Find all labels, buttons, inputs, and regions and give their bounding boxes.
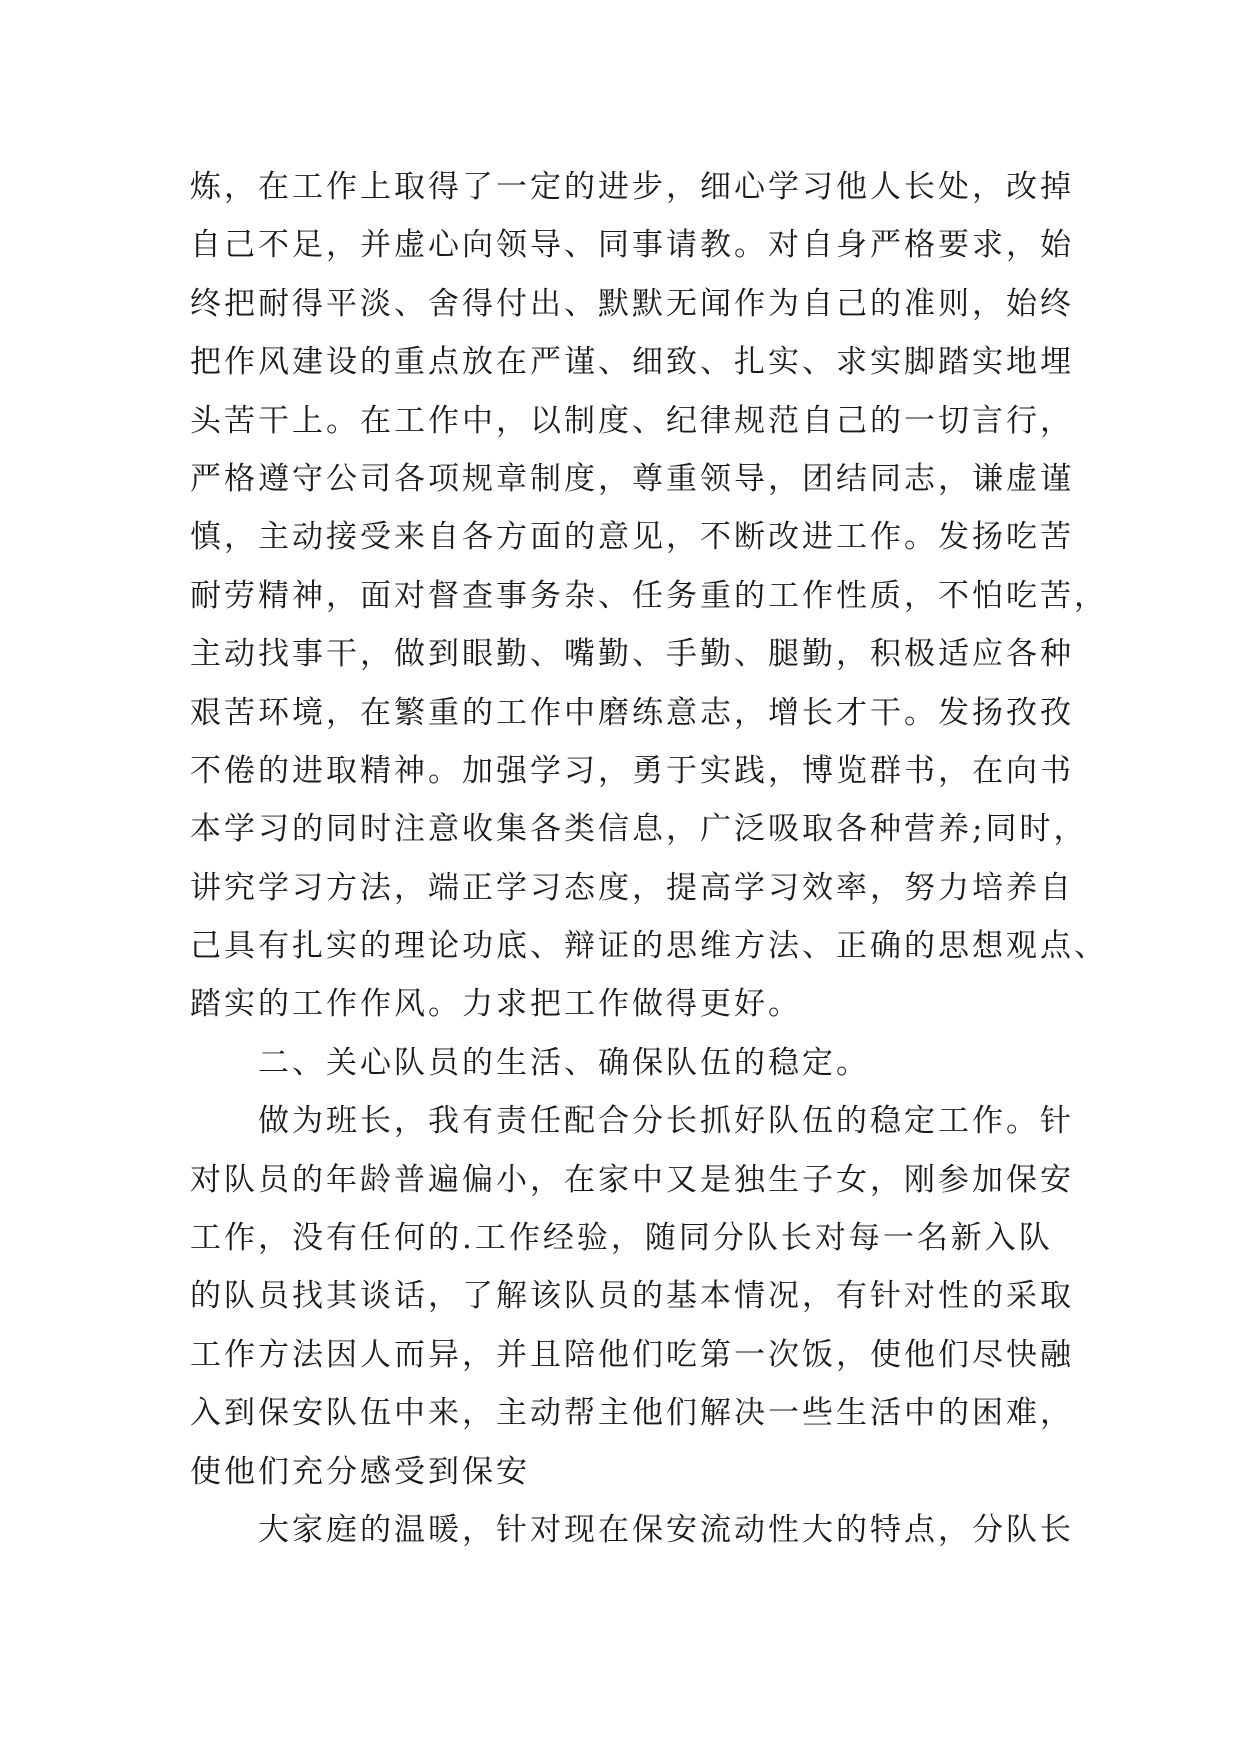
body-line: 自己不足，并虚心向领导、同事请教。对自身严格要求，始: [190, 227, 1074, 264]
body-line: 不倦的进取精神。加强学习，勇于实践，博览群书，在向书: [190, 752, 1074, 789]
body-line: 踏实的工作作风。力求把工作做得更好。: [190, 986, 802, 1023]
body-line: 终把耐得平淡、舍得付出、默默无闻作为自己的准则，始终: [190, 285, 1074, 322]
body-line: 的队员找其谈话，了解该队员的基本情况，有针对性的采取: [190, 1278, 1074, 1315]
body-line: 严格遵守公司各项规章制度，尊重领导，团结同志，谦虚谨: [190, 460, 1074, 497]
body-line: 入到保安队伍中来，主动帮主他们解决一些生活中的困难，: [190, 1395, 1074, 1432]
body-line: 主动找事干，做到眼勤、嘴勤、手勤、腿勤，积极适应各种: [190, 636, 1074, 673]
body-line: 慎，主动接受来自各方面的意见，不断改进工作。发扬吃苦: [190, 519, 1074, 556]
body-line: 耐劳精神，面对督查事务杂、任务重的工作性质，不怕吃苦，: [190, 577, 1108, 614]
body-line: 把作风建设的重点放在严谨、细致、扎实、求实脚踏实地埋: [190, 344, 1074, 381]
body-line: 大家庭的温暖，针对现在保安流动性大的特点，分队长: [258, 1511, 1074, 1548]
body-line: 讲究学习方法，端正学习态度，提高学习效率，努力培养自: [190, 869, 1074, 906]
body-line: 对队员的年龄普遍偏小，在家中又是独生子女，刚参加保安: [190, 1161, 1074, 1198]
body-line: 做为班长，我有责任配合分长抓好队伍的稳定工作。针: [258, 1103, 1074, 1140]
document-body: [190, 158, 1108, 1559]
body-line: 头苦干上。在工作中，以制度、纪律规范自己的一切言行，: [190, 402, 1074, 439]
body-line: 本学习的同时注意收集各类信息，广泛吸取各种营养;同时，: [190, 811, 1088, 848]
body-line: 工作，没有任何的.工作经验，随同分队长对每一名新入队: [190, 1220, 1053, 1257]
body-line: 使他们充分感受到保安: [190, 1453, 530, 1490]
section-heading: 二、关心队员的生活、确保队伍的稳定。: [258, 1044, 870, 1081]
body-line: 工作方法因人而异，并且陪他们吃第一次饭，使他们尽快融: [190, 1336, 1074, 1373]
body-line: 炼，在工作上取得了一定的进步，细心学习他人长处，改掉: [190, 169, 1074, 205]
body-line: 己具有扎实的理论功底、辩证的思维方法、正确的思想观点、: [190, 928, 1108, 965]
body-line: 艰苦环境，在繁重的工作中磨练意志，增长才干。发扬孜孜: [190, 694, 1074, 731]
